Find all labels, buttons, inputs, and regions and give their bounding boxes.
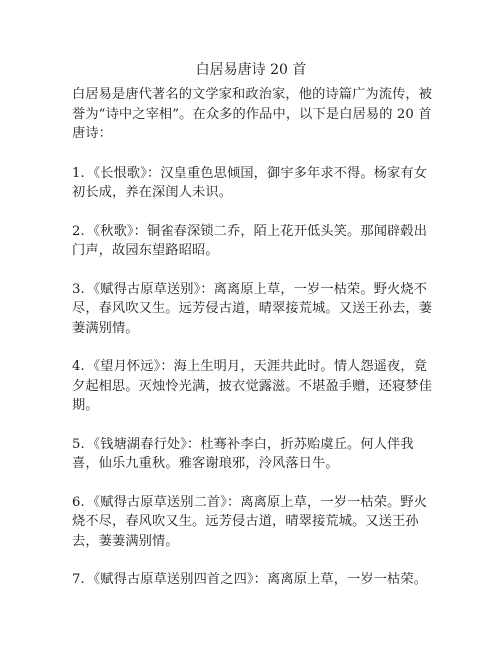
poem-text: 《钱塘湖春行处》：杜骞补李白，折苏贻虞丘。何人伴我喜，仙乐九重秋。雅客谢琅邪，泠风落日牛。 bbox=[72, 436, 414, 471]
poem-number: 3. bbox=[72, 281, 85, 297]
poem-text: 《望月怀远》：海上生明月，天涯共此时。情人怨遥夜，竟夕起相思。灭烛怜光满，披衣觉露滋。不堪盈手赠，还寝梦佳期。 bbox=[72, 359, 433, 413]
poem-number: 6. bbox=[72, 494, 85, 510]
document-title: 白居易唐诗 20 首 bbox=[195, 62, 307, 78]
poem-number: 2. bbox=[72, 223, 85, 239]
poem-text: 《长恨歌》：汉皇重色思倾国，御宇多年求不得。杨家有女初长成，养在深闺人未识。 bbox=[72, 165, 428, 200]
poem-item bbox=[72, 222, 437, 261]
poem-number: 1. bbox=[72, 165, 85, 181]
poem-text: 《赋得古原草送别》：离离原上草，一岁一枯荣。野火烧不尽，春风吹又生。远芳侵古道，晴翠接荒城。又送王孙去，萋萋满别情。 bbox=[72, 281, 433, 336]
poem-item bbox=[72, 164, 437, 203]
intro-paragraph: 白居易是唐代著名的文学家和政治家，他的诗篇广为流传，被誉为“诗中之宰相”。在众多的作品中，以下是白居易的 20 首唐诗： bbox=[72, 87, 433, 141]
poem-number: 4. bbox=[72, 359, 85, 374]
poem-item bbox=[72, 570, 437, 590]
poem-number: 7. bbox=[72, 572, 85, 587]
poem-item bbox=[72, 493, 437, 552]
poem-number: 5. bbox=[72, 436, 85, 452]
document-body bbox=[72, 85, 437, 609]
poem-item bbox=[72, 280, 437, 339]
poem-text: 《秋歌》：铜雀春深锁二乔，陌上花开低头笑。那闻辟毂出门声，故园东望路昭昭。 bbox=[72, 223, 428, 258]
poem-item bbox=[72, 435, 437, 474]
poem-text: 《赋得古原草送别二首》：离离原上草，一岁一枯荣。野火烧不尽，春风吹又生。远芳侵古道，晴翠接荒城。又送王孙去，萋萋满别情。 bbox=[72, 494, 428, 549]
poem-text: 《赋得古原草送别四首之四》：离离原上草，一岁一枯荣。 bbox=[86, 572, 428, 587]
poem-item bbox=[72, 357, 437, 416]
